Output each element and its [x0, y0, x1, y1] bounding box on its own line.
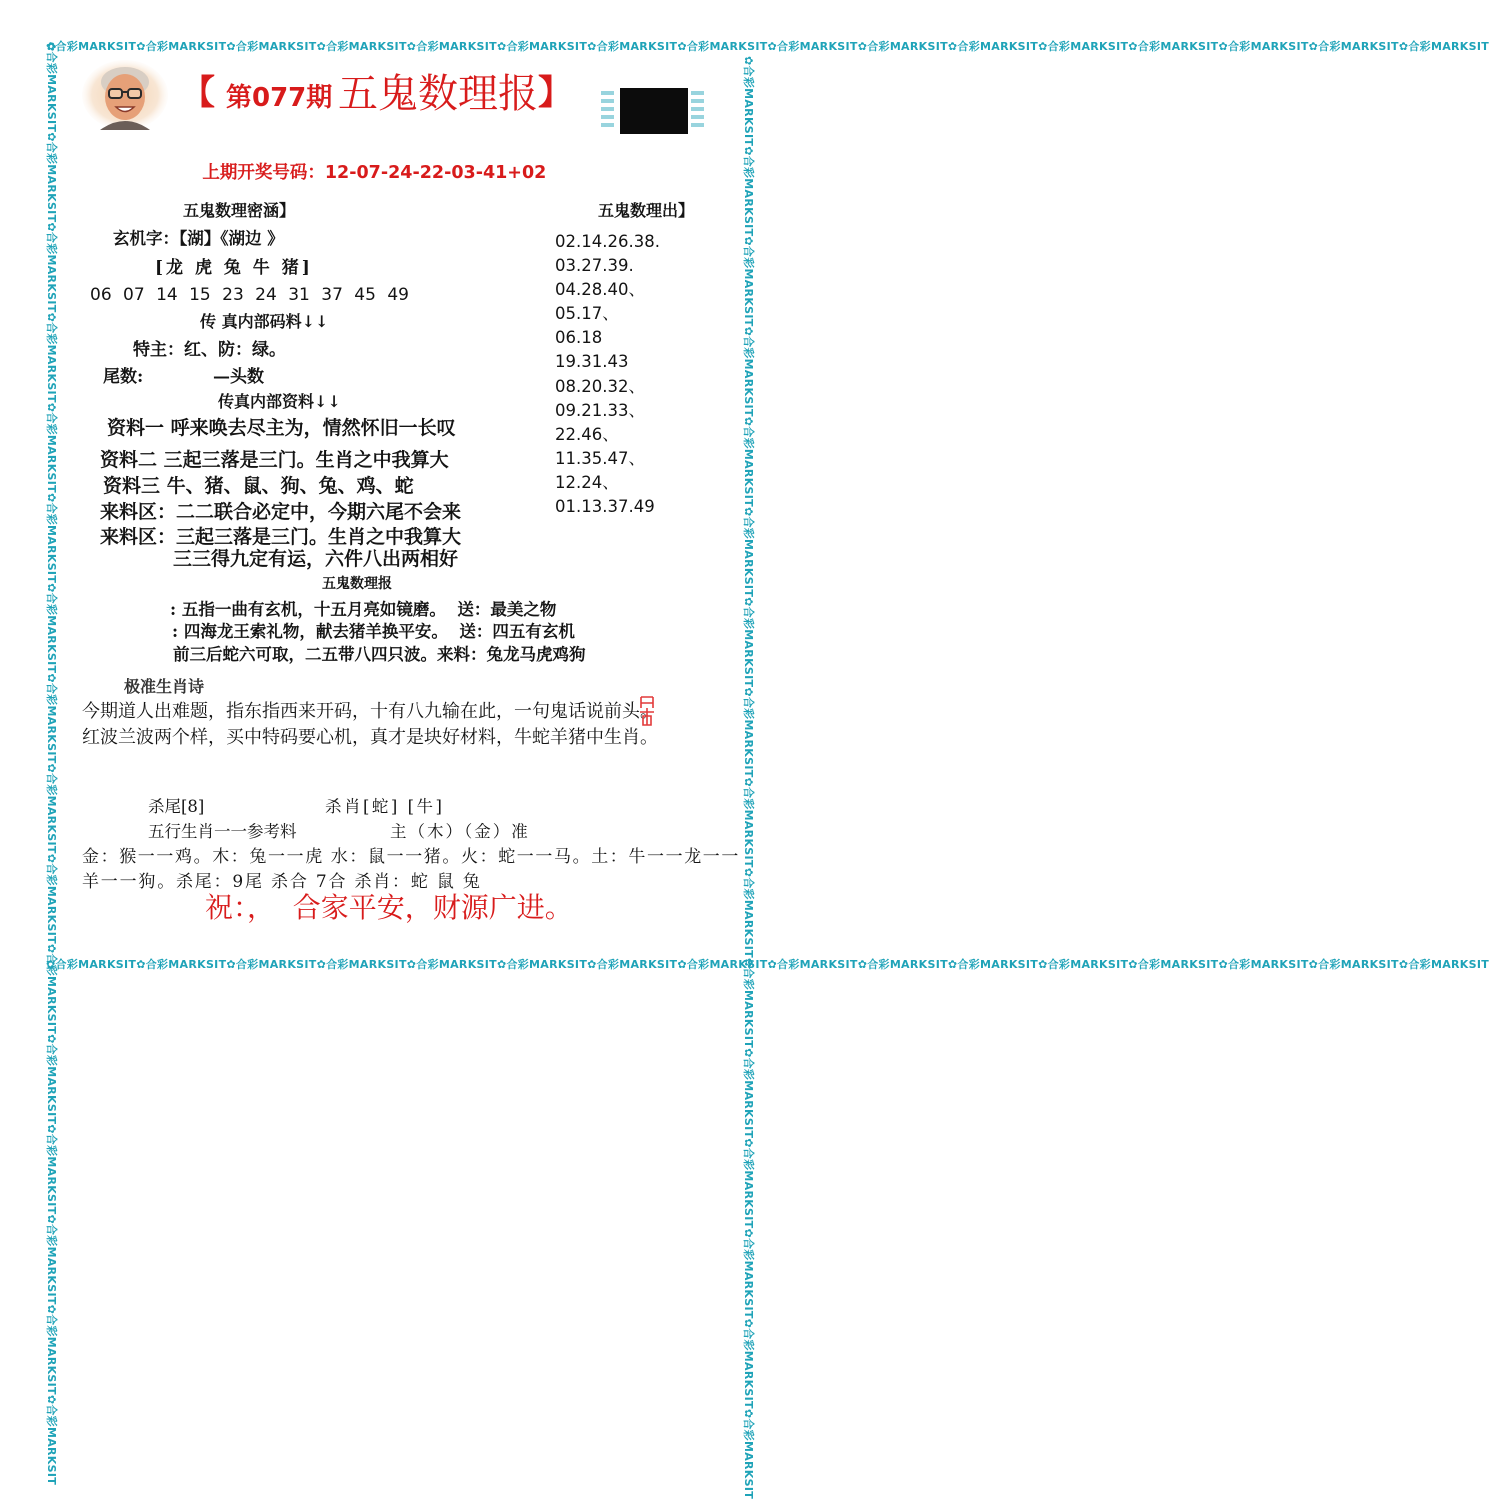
- title-bracket-close: 】: [538, 73, 572, 113]
- kill-zodiac: 杀肖[蛇] [牛]: [325, 797, 445, 816]
- qr-code-image: [598, 85, 708, 137]
- border-right: ✿合彩MARKSIT✿合彩MARKSIT✿合彩MARKSIT✿合彩MARKSIT✿合彩MARKSIT✿合彩MARKSIT✿合彩MARKSIT✿合彩MARKSIT✿合彩MARKSIT✿合彩MARKSIT✿合彩MARKSIT✿合彩MARKSIT✿合彩MARKSIT✿合彩MARKSIT✿合彩MARKSIT✿合彩MARKSIT: [742, 56, 755, 1499]
- main-elements: 主（木）（金）准: [390, 822, 530, 841]
- output-number-list: [555, 230, 660, 519]
- output-number: 04.28.40、: [555, 280, 645, 300]
- page-title: 五鬼数理报: [338, 71, 538, 117]
- blessing: 祝：， 合家平安，财源广进。: [205, 891, 573, 924]
- output-number: 08.20.32、: [555, 376, 645, 396]
- qr-right-marks: [691, 91, 704, 129]
- output-number: 06.18: [555, 328, 603, 348]
- last-draw: [178, 142, 546, 205]
- secret-heading: 五鬼数理密涵】: [183, 201, 296, 220]
- last-draw-label: 上期开奖号码：: [202, 163, 325, 183]
- report-line: : 五指一曲有玄机，十五月亮如镜磨。 送：最美之物: [170, 600, 557, 619]
- qr-black-square: [620, 88, 688, 134]
- tail-label: 尾数:: [103, 367, 144, 387]
- report-line: : 四海龙王索礼物，献去猪羊换平安。 送：四五有玄机: [172, 622, 575, 641]
- head-label: —头数: [213, 367, 264, 387]
- material-line: 资料三 牛、猪、鼠、狗、兔、鸡、蛇: [103, 475, 414, 497]
- material-line: 来料区：三起三落是三门。生肖之中我算大: [100, 526, 462, 548]
- output-number: 11.35.47、: [555, 448, 645, 468]
- material-line: 资料二 三起三落是三门。生肖之中我算大: [100, 449, 449, 471]
- poem-heading: [124, 677, 224, 698]
- output-number: 09.21.33、: [555, 400, 645, 420]
- material-line: 资料一 呼来唤去尽主为，情然怀旧一长叹: [107, 417, 456, 439]
- output-number: 12.24、: [555, 472, 619, 492]
- number-list: 06 07 14 15 23 24 31 37 45 49: [90, 285, 409, 305]
- fax-data-heading: 传真内部资料↓↓: [218, 392, 341, 411]
- kill-tail: 杀尾[8]: [148, 797, 205, 816]
- output-heading: 五鬼数理出】: [598, 201, 695, 220]
- report-heading-text: 五鬼数理报: [322, 576, 392, 592]
- last-draw-numbers: 12-07-24-22-03-41+02: [324, 163, 547, 183]
- material-line: 三三得九定有运，六件八出两相好: [173, 548, 459, 570]
- stamp-icon: [637, 694, 657, 728]
- output-number: 02.14.26.38.: [555, 232, 660, 251]
- material-line: 来料区：二二联合必定中，今期六尾不会来: [100, 501, 462, 523]
- zodiac-list: [龙 虎 兔 牛 猪]: [155, 258, 313, 278]
- author-photo: [82, 60, 168, 130]
- output-number: 05.17、: [555, 304, 619, 324]
- report-line: 前三后蛇六可取，二五带八四只波。来料：兔龙马虎鸡狗: [173, 645, 586, 664]
- red-stamp-mark: [637, 694, 657, 728]
- output-number: 01.13.37.49: [555, 497, 655, 517]
- output-number: 19.31.43: [555, 352, 629, 372]
- border-top: ✿合彩MARKSIT✿合彩MARKSIT✿合彩MARKSIT✿合彩MARKSIT✿合彩MARKSIT✿合彩MARKSIT✿合彩MARKSIT✿合彩MARKSIT✿合彩MARKSIT✿合彩MARKSIT✿合彩MARKSIT✿合彩MARKSIT✿合彩MARKSIT✿合彩MARKSIT✿合彩MARKSIT✿合彩MARKSIT: [46, 40, 1489, 53]
- output-number: 03.27.39.: [555, 256, 634, 276]
- five-elements-heading: 五行生肖一一参考料: [148, 822, 297, 841]
- special-colors: 特主：红、防：绿。: [133, 340, 286, 360]
- output-number: 22.46、: [555, 424, 619, 444]
- qr-left-marks: [601, 91, 614, 129]
- border-bottom: ✿合彩MARKSIT✿合彩MARKSIT✿合彩MARKSIT✿合彩MARKSIT✿合彩MARKSIT✿合彩MARKSIT✿合彩MARKSIT✿合彩MARKSIT✿合彩MARKSIT✿合彩MARKSIT✿合彩MARKSIT✿合彩MARKSIT✿合彩MARKSIT✿合彩MARKSIT✿合彩MARKSIT✿合彩MARKSIT: [46, 958, 1489, 971]
- border-left: ✿合彩MARKSIT✿合彩MARKSIT✿合彩MARKSIT✿合彩MARKSIT✿合彩MARKSIT✿合彩MARKSIT✿合彩MARKSIT✿合彩MARKSIT✿合彩MARKSIT✿合彩MARKSIT✿合彩MARKSIT✿合彩MARKSIT✿合彩MARKSIT✿合彩MARKSIT✿合彩MARKSIT✿合彩MARKSIT: [45, 42, 58, 1486]
- poem-line: 红波兰波两个样，买中特码要心机，真才是块好材料，牛蛇羊猪中生肖。: [82, 727, 658, 748]
- issue-number: 第077期: [226, 83, 333, 113]
- poem-line: 今期道人出难题，指东指西来开码，十有八九输在此，一句鬼话说前头。: [82, 701, 658, 722]
- poem-heading-text: 极准生肖诗: [124, 677, 205, 696]
- fax-code-heading: 传 真内部码料↓↓: [200, 312, 329, 331]
- elements-line: 羊一一狗。杀尾：9尾 杀合 7合 杀肖：蛇 鼠 兔: [82, 872, 482, 892]
- portrait-image: [82, 60, 168, 130]
- elements-line: 金：猴一一鸡。木：兔一一虎 水：鼠一一猪。火：蛇一一马。土：牛一一龙一一: [82, 847, 741, 867]
- title-bracket-open: 【: [181, 73, 215, 113]
- riddle-word: 玄机字：【湖】《湖边 》: [113, 229, 284, 248]
- report-heading: [322, 576, 412, 592]
